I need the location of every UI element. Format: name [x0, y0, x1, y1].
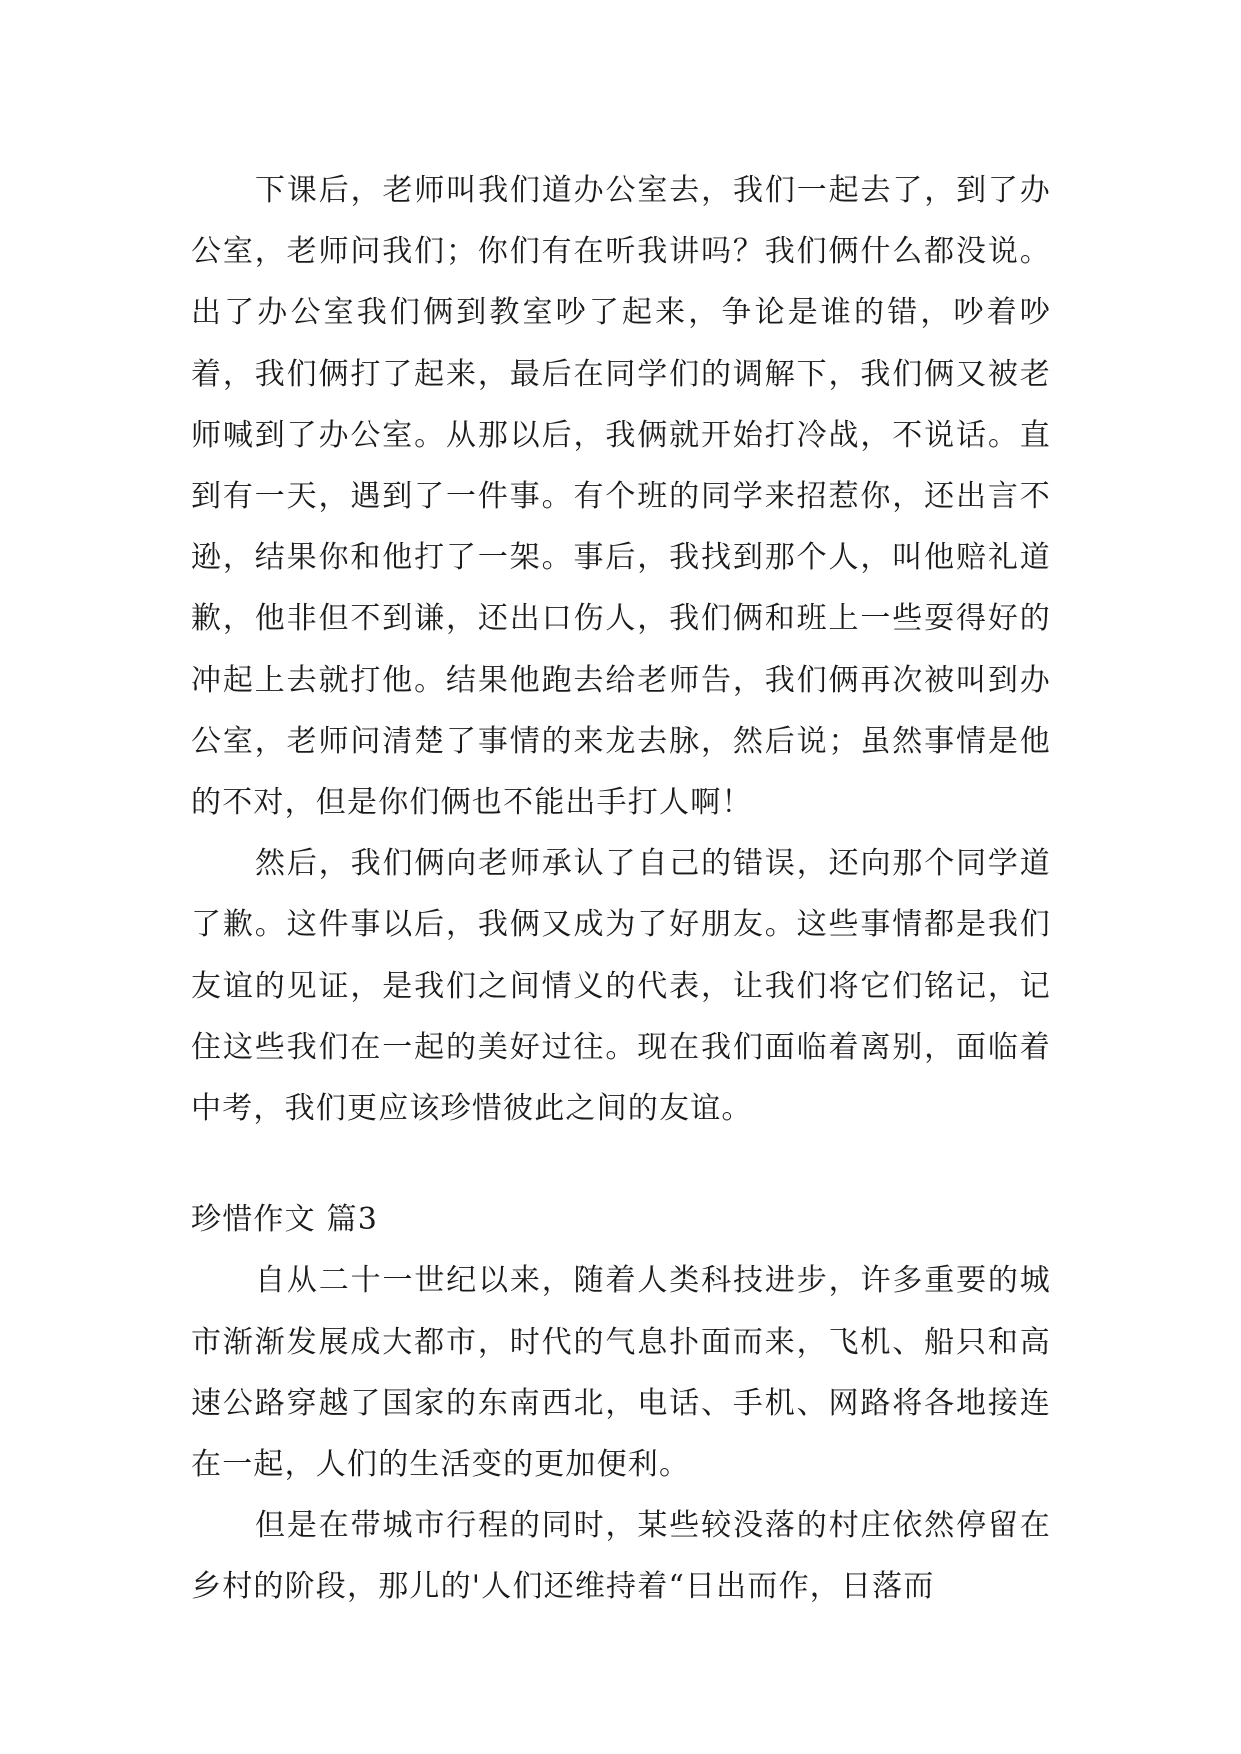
document-body	[191, 160, 1051, 1618]
paragraph-rural-villages: 但是在带城市行程的同时，某些较没落的村庄依然停留在乡村的阶段，那儿的'人们还维持着“日出而作，日落而	[191, 1508, 1051, 1605]
section-heading: 珍惜作文 篇3	[191, 1202, 379, 1238]
paragraph-city-development: 自从二十一世纪以来，随着人类科技进步，许多重要的城市渐渐发展成大都市，时代的气息扑面而来，飞机、船只和高速公路穿越了国家的东南西北，电话、手机、网路将各地接连在一起，人们的生活变的更加便利。	[191, 1263, 1051, 1483]
paragraph-office-story: 下课后，老师叫我们道办公室去，我们一起去了，到了办公室，老师问我们；你们有在听我讲吗？我们俩什么都没说。出了办公室我们俩到教室吵了起来，争论是谁的错，吵着吵着，我们俩打了起来，最后在同学们的调解下，我们俩又被老师喊到了办公室。从那以后，我俩就开始打冷战，不说话。直到有一天，遇到了一件事。有个班的同学来招惹你，还出言不逊，结果你和他打了一架。事后，我找到那个人，叫他赔礼道歉，他非但不到谦，还出口伤人，我们俩和班上一些耍得好的冲起上去就打他。结果他跑去给老师告，我们俩再次被叫到办公室，老师问清楚了事情的来龙去脉，然后说；虽然事情是他的不对，但是你们俩也不能出手打人啊！	[191, 173, 1051, 821]
paragraph-friendship-renewed: 然后，我们俩向老师承认了自己的错误，还向那个同学道了歉。这件事以后，我俩又成为了好朋友。这些事情都是我们友谊的见证，是我们之间情义的代表，让我们将它们铭记，记住这些我们在一起的美好过往。现在我们面临着离别，面临着中考，我们更应该珍惜彼此之间的友谊。	[191, 846, 1051, 1127]
section-spacer	[191, 1139, 1051, 1189]
